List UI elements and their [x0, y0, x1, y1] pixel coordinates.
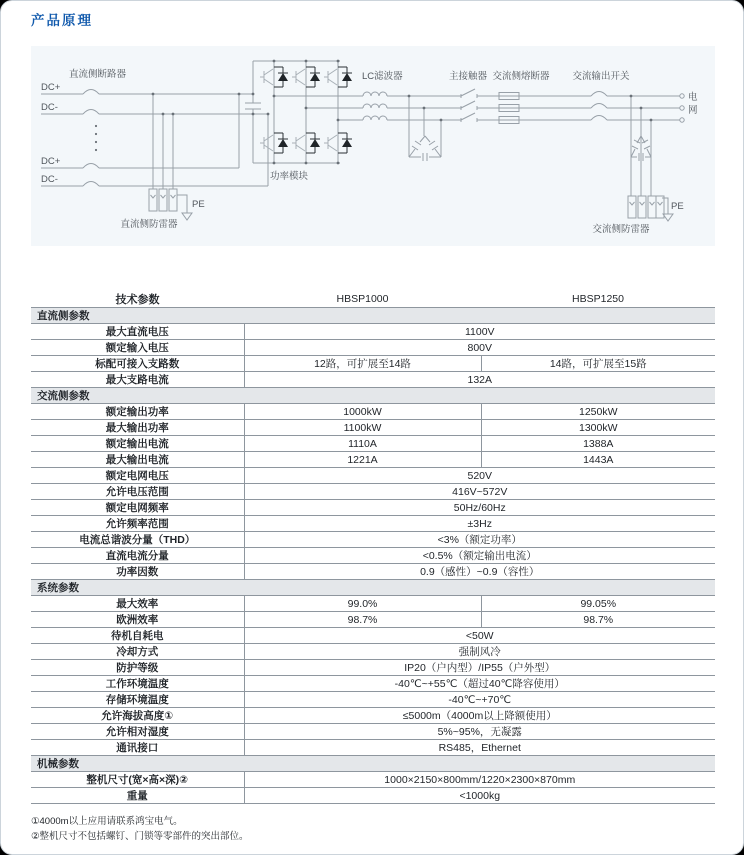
table-row	[31, 372, 715, 388]
param-value: -40℃~+55℃（超过40℃降容使用）	[244, 676, 715, 692]
ac-switch-label: 交流输出开关	[572, 71, 630, 82]
table-row	[31, 356, 715, 372]
table-row	[31, 724, 715, 740]
param-value-2: 98.7%	[481, 612, 715, 628]
section-title: 交流侧参数	[31, 388, 715, 404]
param-value: IP20（户内型）/IP55（户外型）	[244, 660, 715, 676]
param-label: 允许频率范围	[31, 516, 244, 532]
table-row	[31, 772, 715, 788]
param-label: 通讯接口	[31, 740, 244, 756]
dc-minus-label-1: DC-	[41, 102, 58, 113]
param-label: 最大输出电流	[31, 452, 244, 468]
table-row	[31, 660, 715, 676]
page-title: 产品原理	[31, 13, 93, 28]
table-row	[31, 516, 715, 532]
section-dc	[31, 308, 715, 324]
table-row	[31, 740, 715, 756]
circuit-diagram-panel	[31, 46, 715, 246]
header-model-1: HBSP1000	[244, 290, 481, 308]
param-label: 最大直流电压	[31, 324, 244, 340]
table-row	[31, 692, 715, 708]
ac-fuse-label: 交流侧熔断器	[492, 71, 550, 82]
table-row	[31, 340, 715, 356]
header-param: 技术参数	[31, 290, 244, 308]
dc-breaker-label: 直流侧断路器	[69, 69, 127, 80]
section-title: 机械参数	[31, 756, 715, 772]
section-system	[31, 580, 715, 596]
dc-minus-label-2: DC-	[41, 174, 58, 185]
param-label: 直流电流分量	[31, 548, 244, 564]
table-row	[31, 532, 715, 548]
header-model-2: HBSP1250	[481, 290, 715, 308]
param-value: 强制风冷	[244, 644, 715, 660]
table-row	[31, 628, 715, 644]
table-row	[31, 484, 715, 500]
param-label: 允许相对湿度	[31, 724, 244, 740]
param-label: 额定电网频率	[31, 500, 244, 516]
param-value-2: 1250kW	[481, 404, 715, 420]
section-title: 系统参数	[31, 580, 715, 596]
param-label: 允许电压范围	[31, 484, 244, 500]
param-label: 额定输出功率	[31, 404, 244, 420]
param-label: 允许海拔高度①	[31, 708, 244, 724]
pe-label-right: PE	[671, 201, 684, 212]
table-row	[31, 644, 715, 660]
dc-plus-label-2: DC+	[41, 156, 61, 167]
param-label: 最大输出功率	[31, 420, 244, 436]
param-value-2: 1443A	[481, 452, 715, 468]
param-label: 电流总谐波分量（THD）	[31, 532, 244, 548]
param-label: 额定电网电压	[31, 468, 244, 484]
param-value-1: 1000kW	[244, 404, 481, 420]
param-value-1: 99.0%	[244, 596, 481, 612]
param-value-2: 99.05%	[481, 596, 715, 612]
param-value: 520V	[244, 468, 715, 484]
circuit-diagram	[31, 46, 715, 246]
dc-spd-label: 直流侧防雷器	[120, 219, 178, 230]
param-value: 50Hz/60Hz	[244, 500, 715, 516]
grid-label-2: 网	[688, 105, 698, 116]
param-value: 800V	[244, 340, 715, 356]
param-value-1: 98.7%	[244, 612, 481, 628]
param-value-2: 1388A	[481, 436, 715, 452]
param-label: 工作环境温度	[31, 676, 244, 692]
table-row	[31, 676, 715, 692]
table-row	[31, 548, 715, 564]
param-value-1: 1110A	[244, 436, 481, 452]
param-label: 额定输入电压	[31, 340, 244, 356]
pe-label-left: PE	[192, 199, 205, 210]
table-header-row	[31, 290, 715, 308]
param-value-1: 12路，可扩展至14路	[244, 356, 481, 372]
param-value: 5%~95%，无凝露	[244, 724, 715, 740]
param-value-1: 1221A	[244, 452, 481, 468]
param-value: 0.9（感性）~0.9（容性）	[244, 564, 715, 580]
param-label: 冷却方式	[31, 644, 244, 660]
param-value-1: 1100kW	[244, 420, 481, 436]
param-value: 132A	[244, 372, 715, 388]
param-value-2: 1300kW	[481, 420, 715, 436]
footnote-1: ①4000m以上应用请联系鸿宝电气。	[31, 816, 183, 827]
footnote-2: ②整机尺寸不包括螺钉、门锁等零部件的突出部位。	[31, 831, 249, 842]
param-value: 1000×2150×800mm/1220×2300×870mm	[244, 772, 715, 788]
table-row	[31, 324, 715, 340]
ac-spd-label: 交流侧防雷器	[592, 224, 650, 235]
table-row	[31, 596, 715, 612]
section-title: 直流侧参数	[31, 308, 715, 324]
main-contactor-label: 主接触器	[448, 71, 488, 82]
param-label: 防护等级	[31, 660, 244, 676]
table-row	[31, 420, 715, 436]
param-value: <50W	[244, 628, 715, 644]
table-row	[31, 404, 715, 420]
param-value: ≤5000m（4000m以上降额使用）	[244, 708, 715, 724]
param-value: RS485，Ethernet	[244, 740, 715, 756]
table-row	[31, 612, 715, 628]
param-value: -40℃~+70℃	[244, 692, 715, 708]
param-label: 待机自耗电	[31, 628, 244, 644]
dc-plus-label-1: DC+	[41, 82, 61, 93]
lc-filter-label: LC滤波器	[362, 71, 403, 82]
param-label: 功率因数	[31, 564, 244, 580]
table-row	[31, 436, 715, 452]
spec-table	[31, 290, 715, 804]
param-value: <0.5%（额定输出电流）	[244, 548, 715, 564]
table-row	[31, 452, 715, 468]
param-label: 重量	[31, 788, 244, 804]
param-value: <3%（额定功率）	[244, 532, 715, 548]
section-ac	[31, 388, 715, 404]
power-module-label: 功率模块	[269, 171, 309, 182]
param-label: 标配可接入支路数	[31, 356, 244, 372]
table-row	[31, 500, 715, 516]
param-value-2: 14路，可扩展至15路	[481, 356, 715, 372]
param-label: 最大效率	[31, 596, 244, 612]
param-label: 整机尺寸(宽×高×深)②	[31, 772, 244, 788]
table-row	[31, 708, 715, 724]
table-row	[31, 468, 715, 484]
param-label: 欧洲效率	[31, 612, 244, 628]
table-row	[31, 788, 715, 804]
section-mechanical	[31, 756, 715, 772]
param-value: 1100V	[244, 324, 715, 340]
param-label: 存储环境温度	[31, 692, 244, 708]
param-value: ±3Hz	[244, 516, 715, 532]
footnotes	[31, 814, 715, 844]
param-label: 最大支路电流	[31, 372, 244, 388]
table-row	[31, 564, 715, 580]
grid-label-1: 电	[688, 92, 698, 103]
spec-table-wrap	[31, 290, 715, 804]
param-value: <1000kg	[244, 788, 715, 804]
param-value: 416V~572V	[244, 484, 715, 500]
param-label: 额定输出电流	[31, 436, 244, 452]
